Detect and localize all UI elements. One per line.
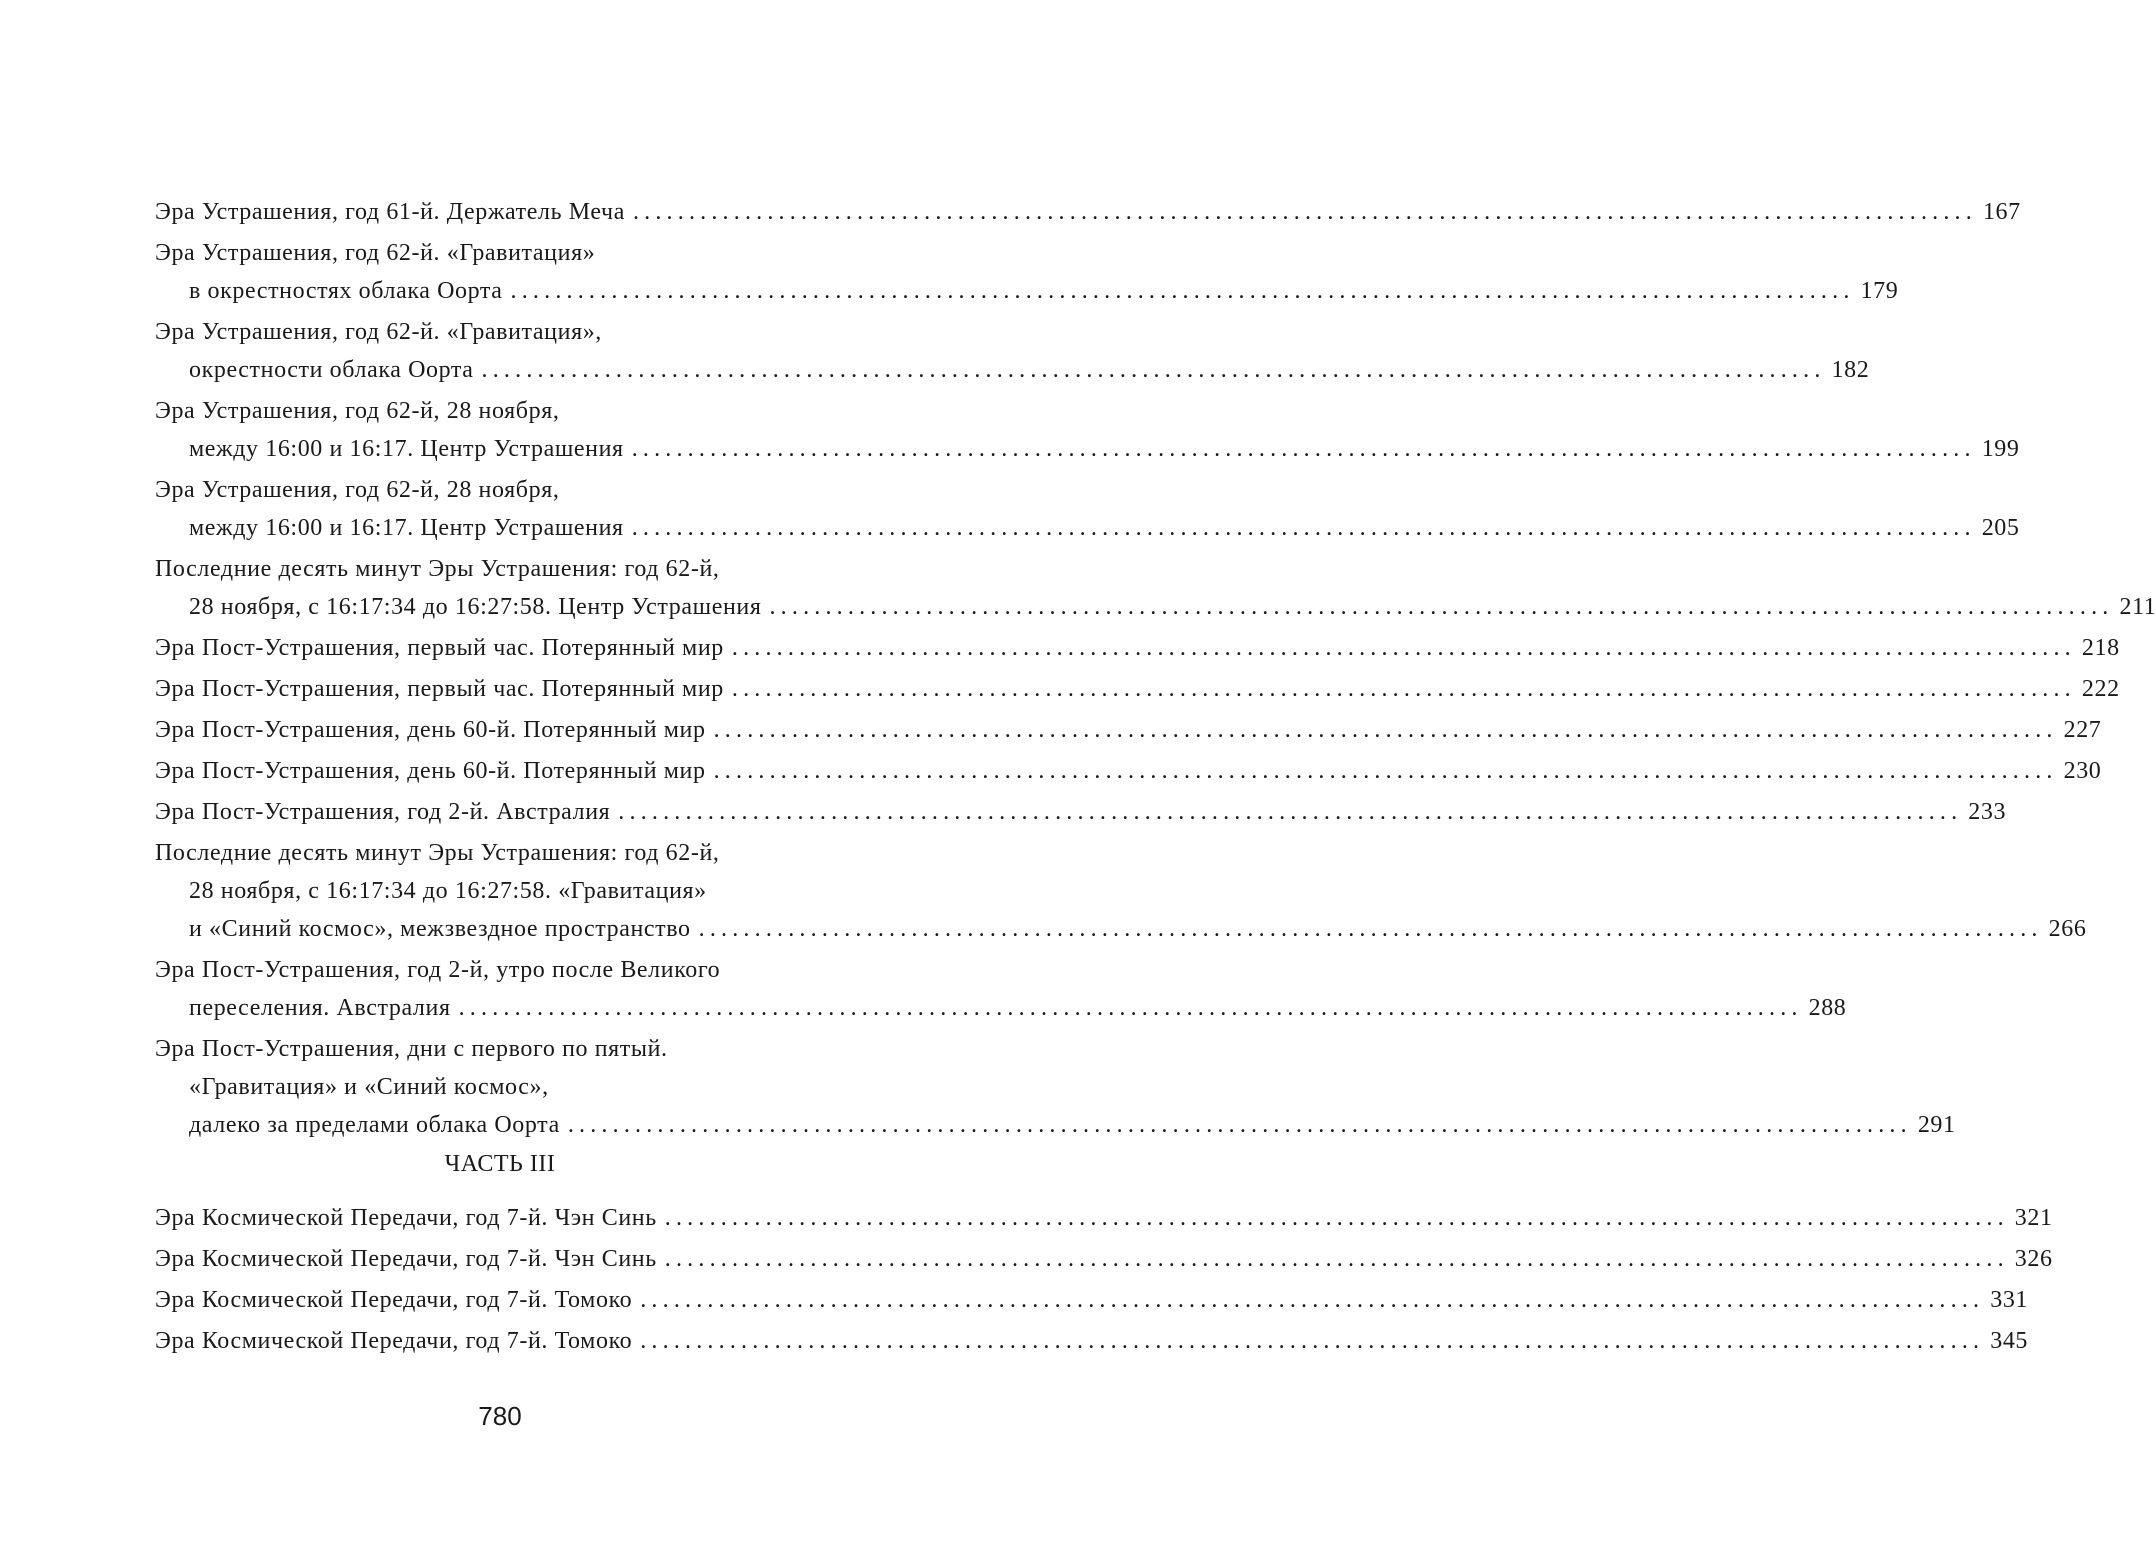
toc-entry [155,834,2087,948]
toc-entry-page: 227 [2063,717,2102,743]
toc-entry-title: Эра Устрашения, год 62-й, 28 ноября, [155,398,560,424]
toc-entry-title: Эра Космической Передачи, год 7-й. Томоко [155,1328,633,1354]
toc-entry-title: Эра Пост-Устрашения, год 2-й, утро после Великого [155,957,721,983]
toc-entry-title: Эра Пост-Устрашения, первый час. Потерянный мир [155,635,724,661]
toc-entry-line [155,1030,893,1068]
toc-entry [155,234,1899,310]
dot-leader: ........................................................................................................................ [731,676,2076,702]
toc-entry-line [155,629,2120,667]
toc-entry-line [155,392,893,430]
toc-entry-line [155,1240,2053,1278]
toc-entry-line [155,351,1870,389]
toc-entry-page: 321 [2014,1205,2053,1231]
toc-entry-title: Эра Космической Передачи, год 7-й. Томоко [155,1287,633,1313]
dot-leader: ........................................................................................................................ [769,594,2114,620]
toc-entry-line [155,193,2021,231]
dot-leader: ........................................................................................................................ [640,1328,1985,1354]
toc-entry-title: Эра Устрашения, год 62-й, 28 ноября, [155,477,560,503]
toc-entry-line [155,588,2156,626]
toc-entry [155,1281,2029,1319]
toc-entry-line [155,711,2102,749]
toc-entry [155,1199,2053,1237]
toc-entry-line [155,793,2007,831]
dot-leader: ........................................................................................................................ [698,916,2043,942]
toc-entry-page: 230 [2063,758,2102,784]
toc-entry [155,793,2007,831]
dot-leader: ........................................................................................................................ [567,1112,1912,1138]
toc-entry-line [155,313,893,351]
toc-entry-title: и «Синий космос», межзвездное пространство [189,916,691,942]
toc-entry [155,471,2020,547]
toc-entry-title: Эра Космической Передачи, год 7-й. Чэн Синь [155,1205,657,1231]
dot-leader: ........................................................................................................................ [664,1205,2009,1231]
toc-entry-page: 218 [2081,635,2120,661]
dot-leader: ........................................................................................................................ [731,635,2076,661]
toc-entry-title: между 16:00 и 16:17. Центр Устрашения [189,436,624,462]
toc-entry-title: Эра Космической Передачи, год 7-й. Чэн Синь [155,1246,657,1272]
dot-leader: ........................................................................................................................ [458,995,1803,1021]
toc-entry-title: Последние десять минут Эры Устрашения: год 62-й, [155,556,720,582]
dot-leader: ........................................................................................................................ [640,1287,1985,1313]
toc-entry-title: Эра Устрашения, год 62-й. «Гравитация», [155,319,602,345]
toc-entry-title: Последние десять минут Эры Устрашения: год 62-й, [155,840,720,866]
dot-leader: ........................................................................................................................ [481,357,1826,383]
toc-entry-line [155,471,893,509]
toc-entry-title: Эра Устрашения, год 62-й. «Гравитация» [155,240,596,266]
toc-entry [155,193,2021,231]
toc-entry-title: Эра Пост-Устрашения, день 60-й. Потерянный мир [155,758,706,784]
toc-entry-line [155,1322,2029,1360]
toc-entry-title: Эра Пост-Устрашения, первый час. Потерянный мир [155,676,724,702]
toc-entry-title: переселения. Австралия [189,995,451,1021]
toc-entry-page: 167 [1982,199,2021,225]
toc-entry-page: 233 [1968,799,2007,825]
toc-section-part2 [155,193,2156,1147]
toc-entry [155,1240,2053,1278]
toc-entry-page: 182 [1831,357,1870,383]
toc-entry-title: 28 ноября, с 16:17:34 до 16:27:58. Центр Устрашения [189,594,762,620]
toc-entry-line [155,670,2120,708]
dot-leader: ........................................................................................................................ [631,436,1976,462]
toc-entry-page: 266 [2048,916,2087,942]
page-number: 780 [478,1401,522,1431]
toc-entry [155,629,2120,667]
toc-entry-title: Эра Пост-Устрашения, год 2-й. Австралия [155,799,611,825]
toc-section-part3 [155,1199,2053,1363]
toc-entry [155,951,1847,1027]
toc-entry-line [155,550,893,588]
dot-leader: ........................................................................................................................ [631,515,1976,541]
toc-entry-page: 211 [2119,594,2156,620]
toc-entry-title: Эра Устрашения, год 61-й. Держатель Меча [155,199,625,225]
toc-entry [155,670,2120,708]
toc-entry-title: окрестности облака Оорта [189,357,474,383]
toc-entry-page: 288 [1808,995,1847,1021]
toc-entry-page: 345 [1990,1328,2029,1354]
toc-entry-page: 331 [1990,1287,2029,1313]
toc-entry-line [155,1068,893,1106]
toc-entry-line [155,752,2102,790]
toc-entry [155,392,2020,468]
part-heading: ЧАСТЬ III [444,1151,556,1177]
toc-entry-line [155,989,1847,1027]
toc-entry [155,1030,1956,1144]
dot-leader: ........................................................................................................................ [713,758,2058,784]
toc-entry-title: «Гравитация» и «Синий космос», [189,1074,549,1100]
toc-entry-title: между 16:00 и 16:17. Центр Устрашения [189,515,624,541]
toc-entry-line [155,910,2087,948]
toc-entry-line [155,834,893,872]
toc-entry [155,1322,2029,1360]
toc-entry-line [155,1199,2053,1237]
dot-leader: ........................................................................................................................ [713,717,2058,743]
toc-entry [155,752,2102,790]
toc-entry-page: 291 [1917,1112,1956,1138]
dot-leader: ........................................................................................................................ [618,799,1963,825]
toc-entry-title: Эра Пост-Устрашения, день 60-й. Потерянный мир [155,717,706,743]
toc-entry-line [155,430,2020,468]
toc-entry-line [155,272,1899,310]
toc-entry-line [155,872,893,910]
toc-entry-title: 28 ноября, с 16:17:34 до 16:27:58. «Гравитация» [189,878,707,904]
dot-leader: ........................................................................................................................ [664,1246,2009,1272]
toc-entry-line [155,509,2020,547]
toc-entry-line [155,1281,2029,1319]
toc-entry [155,550,2156,626]
toc-entry [155,313,1870,389]
dot-leader: ........................................................................................................................ [632,199,1977,225]
toc-entry-line [155,951,893,989]
toc-entry-line [155,234,893,272]
toc-entry-title: далеко за пределами облака Оорта [189,1112,560,1138]
toc-entry-page: 326 [2014,1246,2053,1272]
toc-entry-page: 205 [1981,515,2020,541]
toc-entry-line [155,1106,1956,1144]
toc-entry-title: Эра Пост-Устрашения, дни с первого по пятый. [155,1036,668,1062]
dot-leader: ........................................................................................................................ [510,278,1855,304]
toc-entry-page: 222 [2081,676,2120,702]
toc-entry [155,711,2102,749]
toc-entry-page: 199 [1981,436,2020,462]
toc-entry-page: 179 [1860,278,1899,304]
toc-entry-title: в окрестностях облака Оорта [189,278,503,304]
